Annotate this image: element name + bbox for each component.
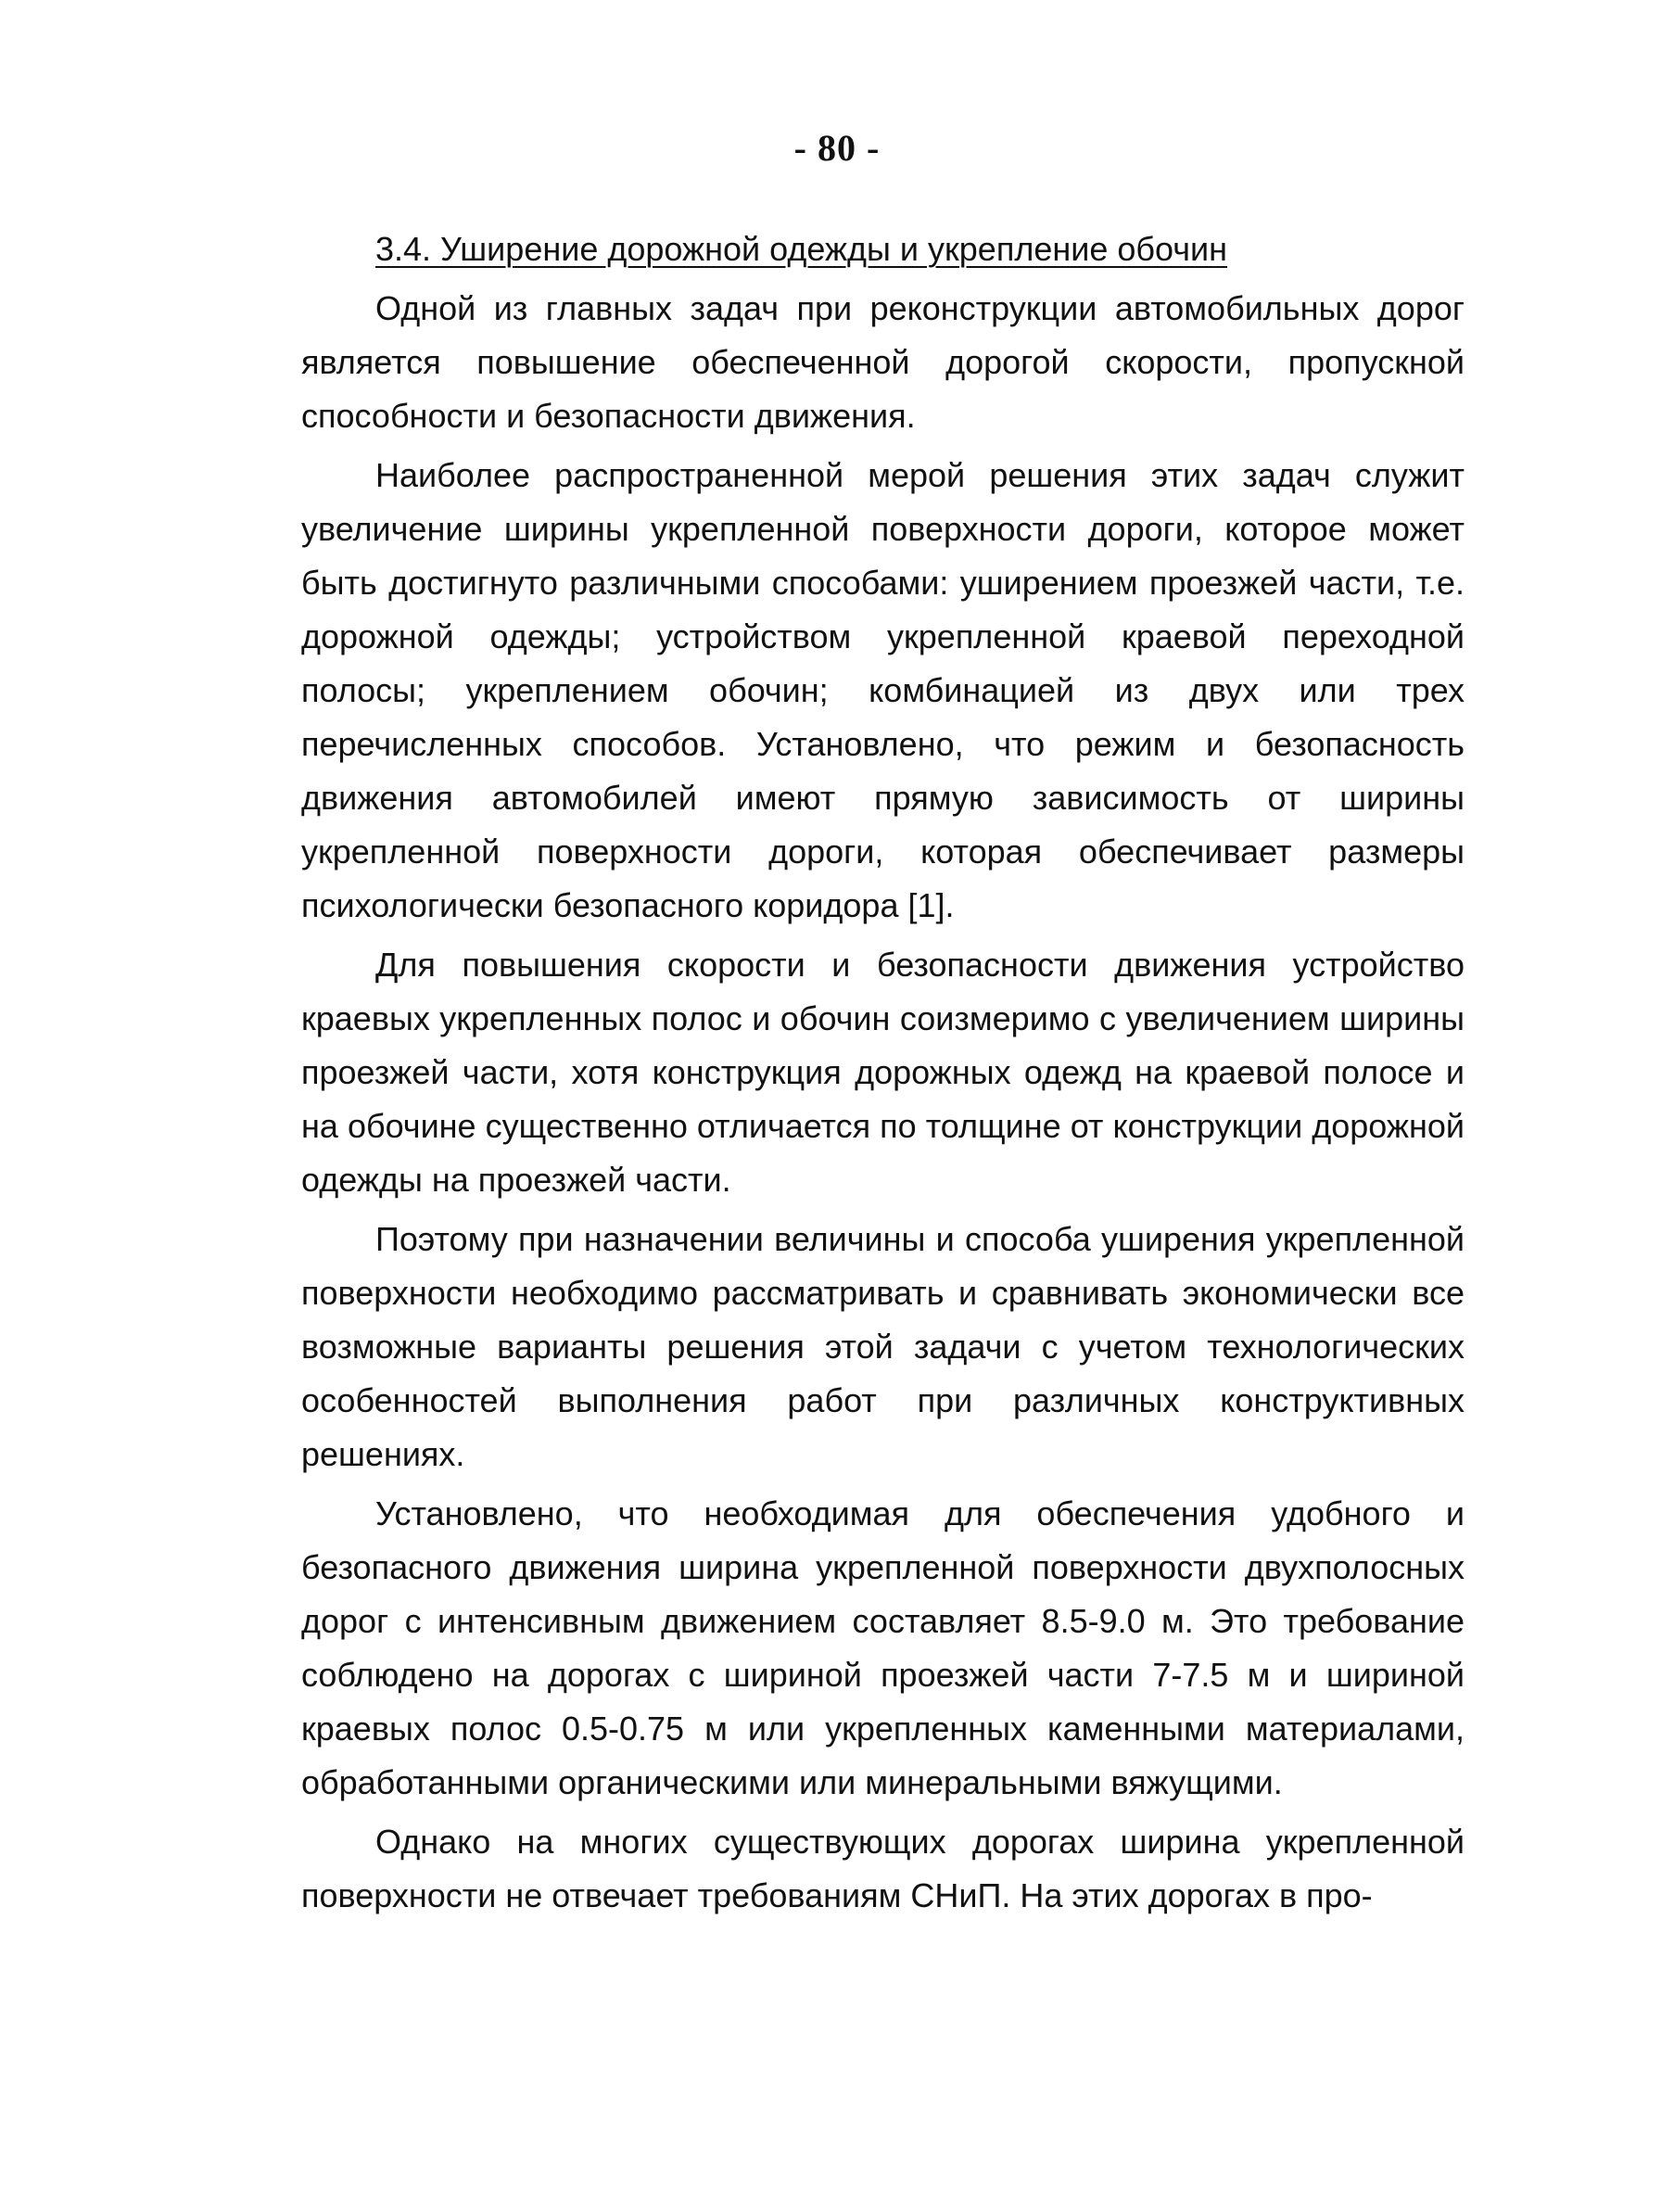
paragraph-5: Установлено, что необходимая для обеспечения удобного и безопасного движения ширина укрепленной поверхности двухполосных дорог с интенсивным движением составляет 8.5-9.0 м. Это требование соблюдено на дорогах с шириной проезжей части 7-7.5 м и шириной краевых полос 0.5-0.75 м или укрепленных каменными материалами, обработанными органическими или минеральными вяжущими. bbox=[301, 1494, 1465, 1801]
paragraph-1: Одной из главных задач при реконструкции автомобильных дорог является повышение обеспеченной дорогой скорости, пропускной способности и безопасности движения. bbox=[301, 289, 1465, 435]
paragraph-2: Наиболее распространенной мерой решения этих задач служит увеличение ширины укрепленной поверхности дороги, которое может быть достигнуто различными способами: уширением проезжей части, т.е. дорожной одежды; устройством укрепленной краевой переходной полосы; укреплением обочин; комбинацией из двух или трех перечисленных способов. Установлено, что режим и безопасность движения автомобилей имеют прямую зависимость от ширины укрепленной поверхности дороги, которая обеспечивает размеры психологически безопасного коридора [1]. bbox=[301, 456, 1465, 924]
document-body bbox=[301, 222, 1465, 1923]
paragraph-4: Поэтому при назначении величины и способа уширения укрепленной поверхности необходимо рассматривать и сравнивать экономически все возможные варианты решения этой задачи с учетом технологических особенностей выполнения работ при различных конструктивных решениях. bbox=[301, 1220, 1465, 1473]
paragraph-3: Для повышения скорости и безопасности движения устройство краевых укрепленных полос и обочин соизмеримо с увеличением ширины проезжей части, хотя конструкция дорожных одежд на краевой полосе и на обочине существенно отличается по толщине от конструкции дорожной одежды на проезжей части. bbox=[301, 946, 1465, 1199]
section-heading bbox=[301, 222, 1465, 276]
section-heading-text: 3.4. Уширение дорожной одежды и укрепление обочин bbox=[375, 230, 1227, 268]
page-number: - 80 - bbox=[793, 127, 881, 169]
paragraph-6: Однако на многих существующих дорогах ширина укрепленной поверхности не отвечает требованиям СНиП. На этих дорогах в про- bbox=[301, 1823, 1465, 1914]
